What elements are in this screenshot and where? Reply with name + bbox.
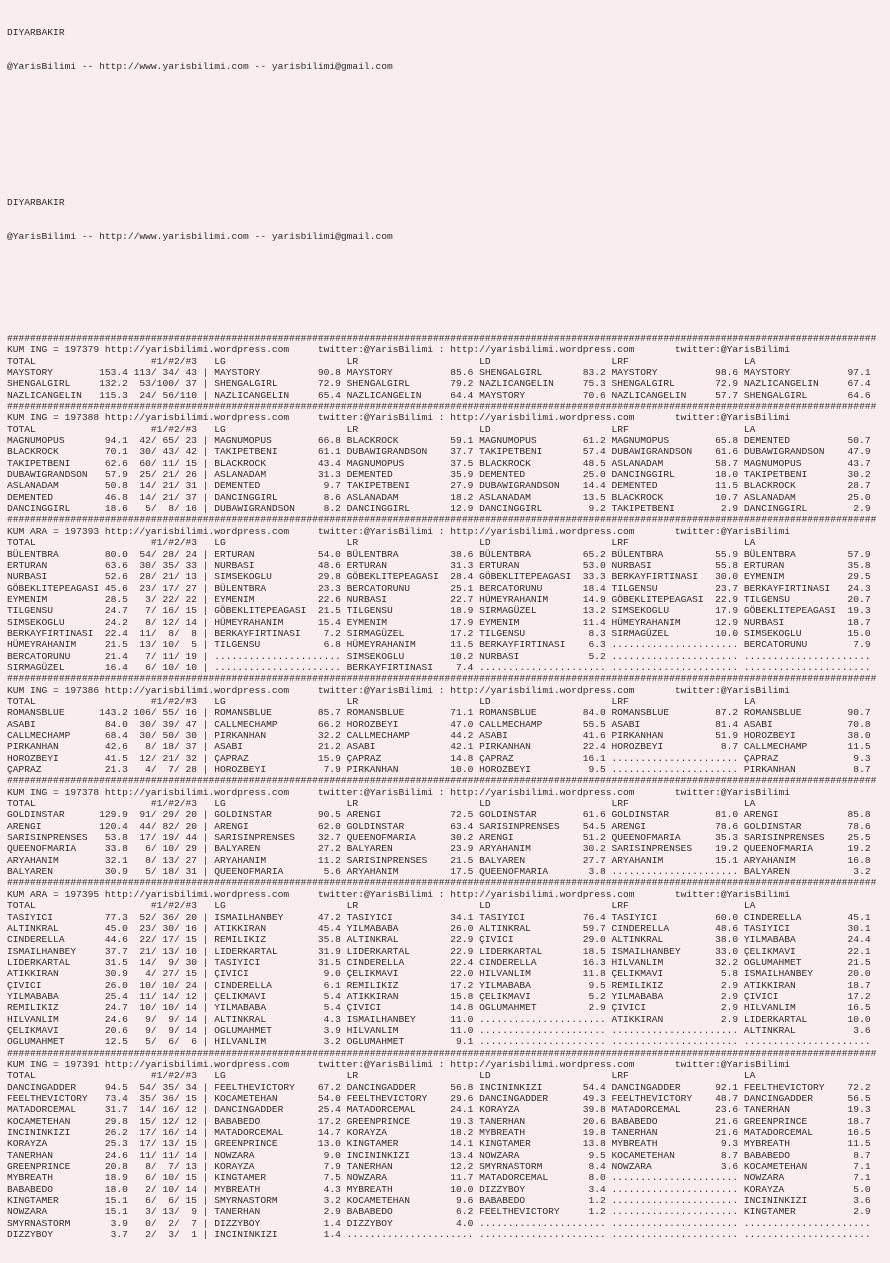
- table-row: GOLDINSTAR 129.9 91/ 29/ 20 | GOLDINSTAR 90.5 ARENGI 72.5 GOLDINSTAR 61.6 GOLDINSTAR 81.0 ARENGI 85.8: [7, 809, 871, 821]
- blank-line: [7, 95, 890, 106]
- section-separator: #######################################################################################################################################################: [7, 401, 877, 413]
- table-row: SIMSEKOGLU 24.2 8/ 12/ 14 | HÜMEYRAHANIM 15.4 EYMENIM 17.9 EYMENIM 11.4 HÜMEYRAHANIM 12.9 NURBASI 18.7: [7, 616, 871, 628]
- contact-line-repeat: @YarisBilimi -- http://www.yarisbilimi.com -- yarisbilimi@gmail.com: [7, 230, 393, 242]
- table-row: ASABI 84.0 30/ 39/ 47 | CALLMECHAMP 66.2 HOROZBEYI 47.0 CALLMECHAMP 55.5 ASABI 81.4 ASABI 70.8: [7, 718, 871, 730]
- city-title: DIYARBAKIR: [7, 26, 65, 38]
- table-row: BALYAREN 30.9 5/ 18/ 31 | QUEENOFMARIA 5.6 ARYAHANIM 17.5 QUEENOFMARIA 3.8 ...................... BALYAREN 3.2: [7, 866, 871, 878]
- column-header-row: TOTAL #1/#2/#3 LG LR LD LRF LA: [7, 537, 756, 549]
- blank-line: [7, 299, 890, 310]
- table-row: CALLMECHAMP 68.4 30/ 50/ 30 | PIRKANHAN 32.2 CALLMECHAMP 44.2 ASABI 41.6 PIRKANHAN 51.9 HOROZBEYI 38.0: [7, 730, 871, 741]
- table-row: LIDERKARTAL 31.5 14/ 9/ 30 | TASIYICI 31.5 CINDERELLA 22.4 CINDERELLA 16.3 HILVANLIM 32.2 OGLUMAHMET 21.5: [7, 956, 871, 968]
- table-row: NURBASI 52.6 28/ 21/ 13 | SIMSEKOGLU 29.8 GÖBEKLITEPEAGASI 28.4 GÖBEKLITEPEAGASI 33.3 BERKAYFIRTINASI 30.0 EYMENIM 29.5: [7, 571, 871, 583]
- table-row: ROMANSBLUE 143.2 106/ 55/ 16 | ROMANSBLUE 85.7 ROMANSBLUE 71.1 ROMANSBLUE 84.0 ROMANSBLUE 87.2 ROMANSBLUE 90.7: [7, 707, 871, 719]
- table-row: BABABEDO 18.0 2/ 10/ 14 | MYBREATH 4.3 MYBREATH 10.0 DIZZYBOY 3.4 ...................... KORAYZA 5.0: [7, 1183, 871, 1195]
- blank-line: [7, 129, 890, 140]
- stats-section: [7, 673, 890, 775]
- table-row: INCININKIZI 26.2 17/ 16/ 14 | MATADORCEMAL 14.7 KORAYZA 18.2 MYBREATH 19.8 TANERHAN 21.6 MATADORCEMAL 16.5: [7, 1127, 871, 1139]
- section-separator: #######################################################################################################################################################: [7, 673, 877, 685]
- section-kum-header: KUM ING = 197388 http://yarisbilimi.wordpress.com twitter:@YarisBilimi : http://yarisbilimi.wordpress.com twitter:@YarisBilimi: [7, 412, 790, 424]
- table-row: ISMAILHANBEY 37.7 21/ 13/ 10 | LIDERKARTAL 31.9 LIDERKARTAL 22.9 LIDERKARTAL 18.5 ISMAILHANBEY 33.0 ÇELIKMAVI 22.1: [7, 945, 871, 957]
- table-row: ASLANADAM 50.8 14/ 21/ 31 | DEMENTED 9.7 TAKIPETBENI 27.9 DUBAWIGRANDSON 14.4 DEMENTED 11.5 BLACKROCK 28.7: [7, 480, 871, 492]
- table-row: TAKIPETBENI 62.6 60/ 11/ 15 | BLACKROCK 43.4 MAGNUMOPUS 37.5 BLACKROCK 48.5 ASLANADAM 58.7 MAGNUMOPUS 43.7: [7, 457, 871, 469]
- section-separator: #######################################################################################################################################################: [7, 514, 877, 526]
- table-row: OGLUMAHMET 12.5 5/ 6/ 6 | HILVANLIM 3.2 OGLUMAHMET 9.1 ...................... ...................... ......................: [7, 1036, 871, 1048]
- table-row: TANERHAN 24.6 11/ 11/ 14 | NOWZARA 9.0 INCININKIZI 13.4 NOWZARA 9.5 KOCAMETEHAN 8.7 BABABEDO 8.7: [7, 1149, 871, 1161]
- sections-container: [7, 333, 890, 1241]
- column-header-row: TOTAL #1/#2/#3 LG LR LD LRF LA: [7, 1070, 756, 1082]
- table-row: YILMABABA 25.4 11/ 14/ 12 | ÇELIKMAVI 5.4 ATIKKIRAN 15.8 ÇELIKMAVI 5.2 YILMABABA 2.9 ÇIVICI 17.2: [7, 990, 871, 1002]
- section-kum-header: KUM ING = 197379 http://yarisbilimi.wordpress.com twitter:@YarisBilimi : http://yarisbilimi.wordpress.com twitter:@YarisBilimi: [7, 344, 790, 356]
- table-row: EYMENIM 28.5 3/ 22/ 22 | EYMENIM 22.6 NURBASI 22.7 HÜMEYRAHANIM 14.9 GÖBEKLITEPEAGASI 22.9 TILGENSU 20.7: [7, 593, 871, 605]
- table-row: FEELTHEVICTORY 73.4 35/ 36/ 15 | KOCAMETEHAN 54.0 FEELTHEVICTORY 29.6 DANCINGADDER 49.3 FEELTHEVICTORY 48.7 DANCINGADDER 56.5: [7, 1093, 871, 1104]
- table-row: MATADORCEMAL 31.7 14/ 16/ 12 | DANCINGADDER 25.4 MATADORCEMAL 24.1 KORAYZA 39.8 MATADORCEMAL 23.6 TANERHAN 19.3: [7, 1104, 871, 1116]
- table-row: ÇELIKMAVI 20.6 9/ 9/ 14 | OGLUMAHMET 3.9 HILVANLIM 11.0 ...................... ...................... ALTINKRAL 3.6: [7, 1024, 871, 1036]
- table-row: TILGENSU 24.7 7/ 16/ 15 | GÖBEKLITEPEAGASI 21.5 TILGENSU 18.9 SIRMAGÜZEL 13.2 SIMSEKOGLU 17.9 GÖBEKLITEPEAGASI 19.3: [7, 605, 871, 617]
- table-row: BÜLENTBRA 80.0 54/ 28/ 24 | ERTURAN 54.0 BÜLENTBRA 38.6 BÜLENTBRA 65.2 BÜLENTBRA 55.9 BÜLENTBRA 57.9: [7, 548, 871, 560]
- table-row: NOWZARA 15.1 3/ 13/ 9 | TANERHAN 2.9 BABABEDO 6.2 FEELTHEVICTORY 1.2 ...................... KINGTAMER 2.9: [7, 1206, 871, 1218]
- stats-section: [7, 1048, 890, 1241]
- table-row: KINGTAMER 15.1 6/ 6/ 15 | SMYRNASTORM 3.2 KOCAMETEHAN 9.6 BABABEDO 1.2 ...................... INCININKIZI 3.6: [7, 1195, 871, 1207]
- city-title-repeat: DIYARBAKIR: [7, 196, 65, 208]
- table-row: DUBAWIGRANDSON 57.9 25/ 21/ 26 | ASLANADAM 31.3 DEMENTED 35.9 DEMENTED 25.0 DANCINGGIRL 18.0 TAKIPETBENI 30.2: [7, 469, 871, 481]
- table-row: PIRKANHAN 42.6 8/ 18/ 37 | ASABI 21.2 ASABI 42.1 PIRKANHAN 22.4 HOROZBEYI 8.7 CALLMECHAMP 11.5: [7, 741, 871, 753]
- column-header-row: TOTAL #1/#2/#3 LG LR LD LRF LA: [7, 423, 756, 435]
- table-row: ARYAHANIM 32.1 8/ 13/ 27 | ARYAHANIM 11.2 SARISINPRENSES 21.5 BALYAREN 27.7 ARYAHANIM 15.1 ARYAHANIM 16.8: [7, 854, 871, 866]
- section-kum-header: KUM ING = 197386 http://yarisbilimi.wordpress.com twitter:@YarisBilimi : http://yarisbilimi.wordpress.com twitter:@YarisBilimi: [7, 684, 790, 696]
- column-header-row: TOTAL #1/#2/#3 LG LR LD LRF LA: [7, 355, 756, 367]
- table-row: BERKAYFIRTINASI 22.4 11/ 8/ 8 | BERKAYFIRTINASI 7.2 SIRMAGÜZEL 17.2 TILGENSU 8.3 SIRMAGÜZEL 10.0 SIMSEKOGLU 15.0: [7, 627, 871, 639]
- table-row: DEMENTED 46.8 14/ 21/ 37 | DANCINGGIRL 8.6 ASLANADAM 18.2 ASLANADAM 13.5 BLACKROCK 10.7 ASLANADAM 25.0: [7, 491, 871, 503]
- table-row: REMILIKIZ 24.7 10/ 10/ 14 | YILMABABA 5.4 ÇIVICI 14.8 OGLUMAHMET 2.9 ÇIVICI 2.9 HILVANLIM 16.5: [7, 1002, 871, 1014]
- table-row: HÜMEYRAHANIM 21.5 13/ 10/ 5 | TILGENSU 6.8 HÜMEYRAHANIM 11.5 BERKAYFIRTINASI 6.3 ...................... BERCATORUNU 7.9: [7, 639, 871, 651]
- table-row: HOROZBEYI 41.5 12/ 21/ 32 | ÇAPRAZ 15.9 ÇAPRAZ 14.8 ÇAPRAZ 16.1 ...................... ÇAPRAZ 9.3: [7, 752, 871, 764]
- stats-section: [7, 401, 890, 514]
- table-row: MAGNUMOPUS 94.1 42/ 65/ 23 | MAGNUMOPUS 66.8 BLACKROCK 59.1 MAGNUMOPUS 61.2 MAGNUMOPUS 65.8 DEMENTED 50.7: [7, 435, 871, 447]
- stats-section: [7, 333, 890, 401]
- section-separator: #######################################################################################################################################################: [7, 1047, 877, 1059]
- table-row: TASIYICI 77.3 52/ 36/ 20 | ISMAILHANBEY 47.2 TASIYICI 34.1 TASIYICI 76.4 TASIYICI 60.0 CINDERELLA 45.1: [7, 911, 871, 923]
- table-row: HILVANLIM 24.6 9/ 9/ 14 | ALTINKRAL 4.3 ISMAILHANBEY 11.0 ...................... ATIKKIRAN 2.9 LIDERKARTAL 10.0: [7, 1013, 871, 1025]
- table-row: KORAYZA 25.3 17/ 13/ 15 | GREENPRINCE 13.0 KINGTAMER 14.1 KINGTAMER 13.8 MYBREATH 9.3 MYBREATH 11.5: [7, 1138, 871, 1150]
- table-row: ATIKKIRAN 30.9 4/ 27/ 15 | ÇIVICI 9.0 ÇELIKMAVI 22.0 HILVANLIM 11.8 ÇELIKMAVI 5.8 ISMAILHANBEY 20.0: [7, 968, 871, 980]
- blank-line: [7, 163, 890, 174]
- table-row: DANCINGGIRL 18.6 5/ 8/ 16 | DUBAWIGRANDSON 8.2 DANCINGGIRL 12.9 DANCINGGIRL 9.2 TAKIPETBENI 2.9 DANCINGGIRL 2.9: [7, 503, 871, 515]
- section-kum-header: KUM ING = 197378 http://yarisbilimi.wordpress.com twitter:@YarisBilimi : http://yarisbilimi.wordpress.com twitter:@YarisBilimi: [7, 786, 790, 798]
- table-row: SHENGALGIRL 132.2 53/100/ 37 | SHENGALGIRL 72.9 SHENGALGIRL 79.2 NAZLICANGELIN 75.3 SHENGALGIRL 72.9 NAZLICANGELIN 67.4: [7, 378, 871, 390]
- table-row: DANCINGADDER 94.5 54/ 35/ 34 | FEELTHEVICTORY 67.2 DANCINGADDER 56.8 INCININKIZI 54.4 DANCINGADDER 92.1 FEELTHEVICTORY 72.2: [7, 1081, 871, 1093]
- section-separator: #######################################################################################################################################################: [7, 775, 877, 787]
- stats-section: [7, 514, 890, 673]
- section-kum-header: KUM ARA = 197395 http://yarisbilimi.wordpress.com twitter:@YarisBilimi : http://yarisbilimi.wordpress.com twitter:@YarisBilimi: [7, 888, 790, 900]
- table-row: SIRMAGÜZEL 16.4 6/ 10/ 10 | ...................... BERKAYFIRTINASI 7.4 ...................... ...................... ......................: [7, 661, 871, 673]
- table-row: DIZZYBOY 3.7 2/ 3/ 1 | INCININKIZI 1.4 ...................... ...................... ...................... ......................: [7, 1229, 871, 1241]
- contact-line: @YarisBilimi -- http://www.yarisbilimi.com -- yarisbilimi@gmail.com: [7, 60, 393, 72]
- table-row: SMYRNASTORM 3.9 0/ 2/ 7 | DIZZYBOY 1.4 DIZZYBOY 4.0 ...................... ...................... ......................: [7, 1217, 871, 1229]
- table-row: ALTINKRAL 45.0 23/ 30/ 16 | ATIKKIRAN 45.4 YILMABABA 26.0 ALTINKRAL 59.7 CINDERELLA 48.6 TASIYICI 30.1: [7, 922, 871, 934]
- blank-line: [7, 265, 890, 276]
- race-stats-report: [7, 4, 890, 1263]
- column-header-row: TOTAL #1/#2/#3 LG LR LD LRF LA: [7, 695, 756, 707]
- table-row: GÖBEKLITEPEAGASI 45.6 23/ 17/ 27 | BÜLENTBRA 23.3 BERCATORUNU 25.1 BERCATORUNU 18.4 TILGENSU 23.7 BERKAYFIRTINASI 24.3: [7, 582, 871, 594]
- section-separator: #######################################################################################################################################################: [7, 877, 877, 889]
- table-row: GREENPRINCE 20.8 8/ 7/ 13 | KORAYZA 7.9 TANERHAN 12.2 SMYRNASTORM 8.4 NOWZARA 3.6 KOCAMETEHAN 7.1: [7, 1161, 871, 1173]
- section-kum-header: KUM ING = 197391 http://yarisbilimi.wordpress.com twitter:@YarisBilimi : http://yarisbilimi.wordpress.com twitter:@YarisBilimi: [7, 1058, 790, 1070]
- column-header-row: TOTAL #1/#2/#3 LG LR LD LRF LA: [7, 798, 756, 810]
- table-row: ARENGI 120.4 44/ 82/ 20 | ARENGI 62.0 GOLDINSTAR 63.4 SARISINPRENSES 54.5 ARENGI 78.6 GOLDINSTAR 78.6: [7, 820, 871, 832]
- stats-section: [7, 775, 890, 877]
- column-header-row: TOTAL #1/#2/#3 LG LR LD LRF LA: [7, 900, 756, 912]
- table-row: ÇAPRAZ 21.3 4/ 7/ 28 | HOROZBEYI 7.9 PIRKANHAN 10.0 HOROZBEYI 9.5 ...................... PIRKANHAN 8.7: [7, 764, 871, 776]
- table-row: MAYSTORY 153.4 113/ 34/ 43 | MAYSTORY 90.8 MAYSTORY 85.6 SHENGALGIRL 83.2 MAYSTORY 98.6 MAYSTORY 97.1: [7, 367, 871, 378]
- stats-section: [7, 877, 890, 1047]
- section-separator: #######################################################################################################################################################: [7, 332, 877, 344]
- table-row: NAZLICANGELIN 115.3 24/ 56/110 | NAZLICANGELIN 65.4 NAZLICANGELIN 64.4 MAYSTORY 70.6 NAZLICANGELIN 57.7 SHENGALGIRL 64.6: [7, 389, 871, 401]
- table-row: KOCAMETEHAN 29.8 15/ 12/ 12 | BABABEDO 17.2 GREENPRINCE 19.3 TANERHAN 20.6 BABABEDO 21.6 GREENPRINCE 18.7: [7, 1115, 871, 1127]
- table-row: BLACKROCK 70.1 30/ 43/ 42 | TAKIPETBENI 61.1 DUBAWIGRANDSON 37.7 TAKIPETBENI 57.4 DUBAWIGRANDSON 61.6 DUBAWIGRANDSON 47.9: [7, 446, 871, 458]
- table-row: MYBREATH 18.9 6/ 10/ 15 | KINGTAMER 7.5 NOWZARA 11.7 MATADORCEMAL 8.0 ...................... NOWZARA 7.1: [7, 1172, 871, 1184]
- table-row: QUEENOFMARIA 33.8 6/ 10/ 29 | BALYAREN 27.2 BALYAREN 23.9 ARYAHANIM 30.2 SARISINPRENSES 19.2 QUEENOFMARIA 19.2: [7, 843, 871, 855]
- table-row: BERCATORUNU 21.4 7/ 11/ 19 | ...................... SIMSEKOGLU 10.2 NURBASI 5.2 ...................... ......................: [7, 650, 871, 662]
- table-row: ÇIVICI 26.0 10/ 10/ 24 | CINDERELLA 6.1 REMILIKIZ 17.2 YILMABABA 9.5 REMILIKIZ 2.9 ATIKKIRAN 18.7: [7, 979, 871, 991]
- table-row: SARISINPRENSES 53.8 17/ 19/ 44 | SARISINPRENSES 32.7 QUEENOFMARIA 30.2 ARENGI 51.2 QUEENOFMARIA 35.3 SARISINPRENSES 25.5: [7, 832, 871, 844]
- section-kum-header: KUM ARA = 197393 http://yarisbilimi.wordpress.com twitter:@YarisBilimi : http://yarisbilimi.wordpress.com twitter:@YarisBilimi: [7, 525, 790, 537]
- table-row: ERTURAN 63.6 30/ 35/ 33 | NURBASI 48.6 ERTURAN 31.3 ERTURAN 53.0 NURBASI 55.8 ERTURAN 35.8: [7, 559, 871, 571]
- table-row: CINDERELLA 44.6 22/ 17/ 15 | REMILIKIZ 35.8 ALTINKRAL 22.9 ÇIVICI 29.0 ALTINKRAL 38.0 YILMABABA 24.4: [7, 934, 871, 946]
